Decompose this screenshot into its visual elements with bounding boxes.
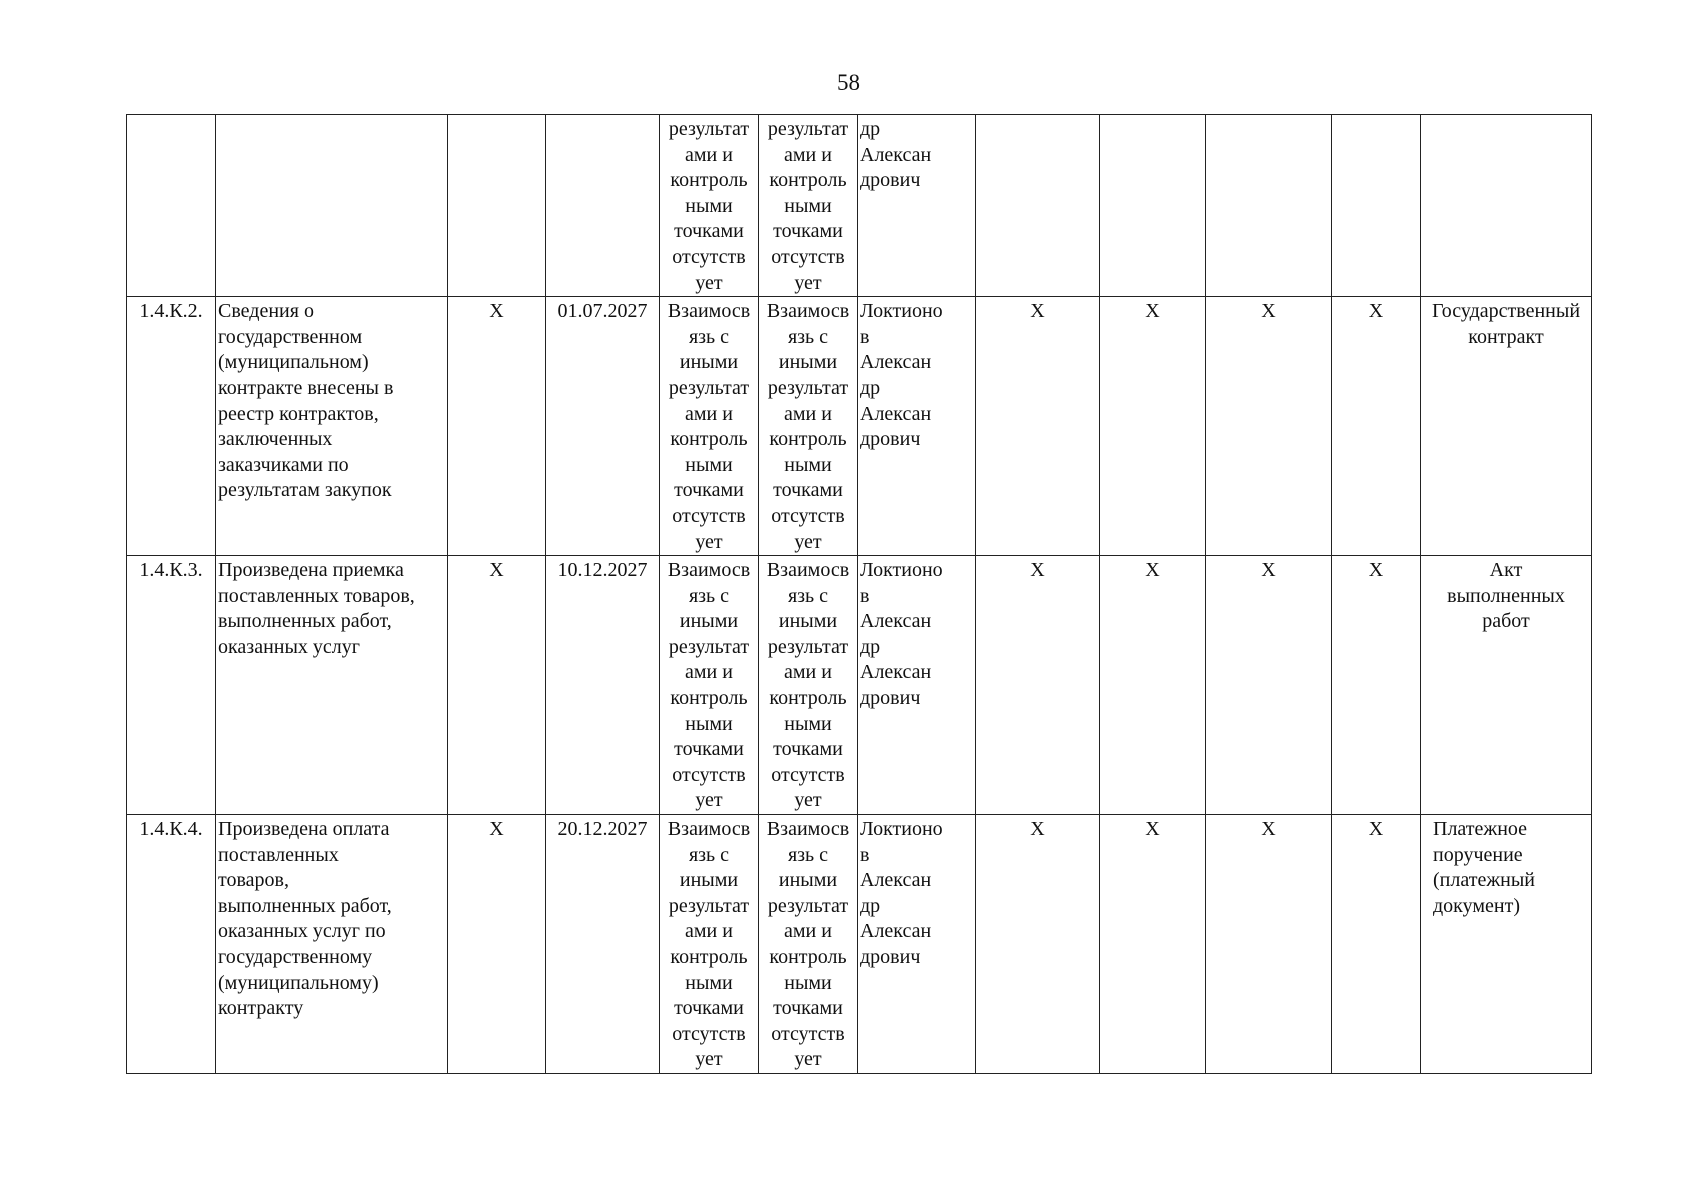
cell-relation-a-line: отсутств [672, 1022, 746, 1045]
cell-relation-b-line: Взаимосв [766, 559, 850, 582]
cell-relation-b-line: язь с [787, 584, 829, 607]
cell-responsible-line: Локтионо [860, 300, 943, 323]
cell-date [546, 115, 660, 297]
cell-event-name-line: государственном [218, 325, 363, 348]
cell-relation-b-line: результат [767, 376, 849, 399]
cell-document-line: Акт [1489, 559, 1523, 582]
cell-relation-a-line: иными [679, 351, 739, 374]
cell-relation-a-line: отсутств [672, 245, 746, 268]
cell-relation-a-line: ует [695, 271, 723, 294]
cell-document-line: работ [1482, 610, 1530, 633]
cell-responsible [858, 815, 976, 1074]
cell-relation-a-line: результат [668, 635, 750, 658]
cell-event-name-line: заключенных [218, 428, 333, 451]
cell-relation-b [759, 815, 858, 1074]
cell-relation-a-line: Взаимосв [667, 818, 751, 841]
cell-date: 01.07.2027 [546, 297, 660, 556]
cell-relation-b-line: ует [794, 530, 822, 553]
cell-x-3: X [1100, 297, 1206, 556]
cell-relation-b-line: язь с [787, 843, 829, 866]
cell-number: 1.4.К.3. [127, 556, 216, 815]
cell-relation-a-line: ными [685, 194, 733, 217]
cell-relation-a-line: Взаимосв [667, 559, 751, 582]
cell-event-name-line: контракту [218, 997, 304, 1020]
cell-responsible-line: Локтионо [860, 818, 943, 841]
cell-number: 1.4.К.2. [127, 297, 216, 556]
cell-responsible [858, 115, 976, 297]
cell-responsible-line: др [860, 376, 881, 399]
cell-responsible-line: в [860, 843, 870, 866]
cell-responsible-line: дрович [860, 428, 921, 451]
cell-relation-b-line: результат [767, 894, 849, 917]
cell-relation-a-line: результат [668, 118, 750, 140]
cell-relation-b-line: отсутств [771, 504, 845, 527]
cell-relation-a-line: иными [679, 869, 739, 892]
cell-responsible-line: др [860, 118, 881, 140]
cell-responsible-line: дрович [860, 687, 921, 710]
cell-relation-b-line: ует [794, 271, 822, 294]
cell-responsible [858, 556, 976, 815]
cell-event-name [216, 115, 448, 297]
cell-event-name-line: (муниципальному) [218, 971, 379, 994]
cell-x-3: X [1100, 556, 1206, 815]
cell-relation-b-line: ными [784, 453, 832, 476]
cell-relation-a [660, 297, 759, 556]
cell-relation-b-line: точками [773, 220, 843, 243]
table-row [127, 556, 1592, 815]
cell-responsible-line: Алексан [860, 920, 932, 943]
cell-x-2: X [976, 297, 1100, 556]
cell-relation-b-line: ами и [784, 661, 832, 684]
cell-relation-b-line: ными [784, 971, 832, 994]
cell-responsible-line: дрович [860, 946, 921, 968]
cell-relation-a-line: ами и [685, 143, 733, 166]
cell-document-line: Государственный [1431, 300, 1581, 323]
cell-event-name-line: поставленных товаров, [218, 584, 415, 607]
cell-x-4 [1206, 115, 1332, 297]
cell-x-5: X [1332, 297, 1421, 556]
cell-relation-b-line: ами и [784, 920, 832, 943]
cell-relation-b-line: иными [778, 351, 838, 374]
cell-event-name-line: Сведения о [218, 300, 314, 323]
cell-event-name-line: заказчиками по [218, 453, 349, 476]
cell-x-1 [448, 115, 546, 297]
cell-relation-a-line: результат [668, 376, 750, 399]
cell-relation-a-line: ными [685, 453, 733, 476]
cell-relation-b-line: точками [773, 738, 843, 761]
cell-event-name-line: (муниципальном) [218, 351, 369, 374]
cell-x-2: X [976, 815, 1100, 1074]
cell-relation-b [759, 556, 858, 815]
cell-relation-a-line: язь с [688, 843, 730, 866]
cell-relation-b-line: ует [794, 789, 822, 812]
table-row [127, 815, 1592, 1074]
cell-relation-b-line: отсутств [771, 1022, 845, 1045]
cell-relation-a-line: ными [685, 712, 733, 735]
cell-relation-a-line: Взаимосв [667, 300, 751, 323]
cell-document [1421, 115, 1592, 297]
cell-number: 1.4.К.4. [127, 815, 216, 1074]
cell-document [1421, 297, 1592, 556]
cell-responsible-line: Локтионо [860, 559, 943, 582]
cell-relation-b-line: иными [778, 610, 838, 633]
cell-responsible-line: дрович [860, 169, 921, 192]
cell-x-2 [976, 115, 1100, 297]
cell-document [1421, 815, 1592, 1074]
table-row [127, 297, 1592, 556]
cell-relation-b-line: ует [794, 1048, 822, 1071]
cell-event-name-line: выполненных работ, [218, 610, 392, 633]
cell-document-line: контракт [1468, 325, 1544, 348]
cell-relation-b-line: контроль [769, 428, 847, 451]
cell-relation-b-line: результат [767, 118, 849, 140]
cell-relation-b-line: ами и [784, 402, 832, 425]
cell-relation-a-line: ами и [685, 661, 733, 684]
cell-responsible-line: др [860, 894, 881, 917]
cell-relation-b-line: ными [784, 194, 832, 217]
cell-x-4: X [1206, 297, 1332, 556]
cell-relation-b-line: ными [784, 712, 832, 735]
cell-x-1: X [448, 297, 546, 556]
cell-responsible-line: Алексан [860, 402, 932, 425]
cell-document-line: выполненных [1447, 584, 1565, 607]
cell-relation-b-line: язь с [787, 325, 829, 348]
cell-relation-a [660, 815, 759, 1074]
cell-relation-a-line: ами и [685, 402, 733, 425]
cell-x-1: X [448, 556, 546, 815]
cell-responsible-line: Алексан [860, 869, 932, 892]
cell-event-name-line: выполненных работ, [218, 894, 392, 917]
cell-date: 20.12.2027 [546, 815, 660, 1074]
cell-relation-a-line: ами и [685, 920, 733, 943]
cell-relation-a-line: ными [685, 971, 733, 994]
cell-document-line: документ) [1433, 894, 1520, 917]
cell-relation-a [660, 556, 759, 815]
cell-x-5: X [1332, 815, 1421, 1074]
cell-responsible [858, 297, 976, 556]
cell-relation-a-line: точками [674, 479, 744, 502]
cell-document [1421, 556, 1592, 815]
cell-event-name-line: контракте внесены в [218, 376, 394, 399]
cell-relation-a-line: точками [674, 220, 744, 243]
cell-relation-b-line: контроль [769, 946, 847, 968]
cell-document-line: Платежное [1433, 818, 1528, 841]
cell-relation-a-line: язь с [688, 325, 730, 348]
cell-number [127, 115, 216, 297]
cell-relation-a-line: контроль [670, 687, 748, 710]
cell-relation-b-line: ами и [784, 143, 832, 166]
cell-relation-a-line: результат [668, 894, 750, 917]
cell-relation-a-line: точками [674, 738, 744, 761]
cell-relation-b-line: контроль [769, 169, 847, 192]
cell-responsible-line: др [860, 635, 881, 658]
cell-relation-b-line: Взаимосв [766, 818, 850, 841]
cell-event-name-line: поставленных [218, 843, 339, 866]
cell-relation-a-line: ует [695, 789, 723, 812]
cell-relation-b-line: результат [767, 635, 849, 658]
cell-relation-b-line: точками [773, 479, 843, 502]
cell-relation-a-line: язь с [688, 584, 730, 607]
cell-relation-b-line: отсутств [771, 245, 845, 268]
cell-responsible-line: Алексан [860, 351, 932, 374]
cell-relation-b [759, 115, 858, 297]
cell-relation-b-line: отсутств [771, 763, 845, 786]
cell-relation-b-line: точками [773, 997, 843, 1020]
cell-relation-a-line: отсутств [672, 504, 746, 527]
control-points-table [126, 114, 1592, 1074]
cell-relation-a-line: контроль [670, 428, 748, 451]
cell-x-2: X [976, 556, 1100, 815]
cell-relation-b-line: контроль [769, 687, 847, 710]
cell-x-4: X [1206, 556, 1332, 815]
cell-relation-a [660, 115, 759, 297]
cell-event-name-line: Произведена оплата [218, 818, 390, 841]
cell-event-name-line: результатам закупок [218, 479, 392, 502]
cell-relation-b-line: иными [778, 869, 838, 892]
cell-relation-b [759, 297, 858, 556]
cell-document-line: (платежный [1433, 869, 1535, 892]
cell-x-5: X [1332, 556, 1421, 815]
cell-event-name-line: государственному [218, 946, 373, 968]
cell-event-name [216, 556, 448, 815]
page-number: 58 [837, 70, 860, 95]
cell-event-name [216, 815, 448, 1074]
cell-relation-a-line: контроль [670, 946, 748, 968]
cell-relation-b-line: Взаимосв [766, 300, 850, 323]
cell-relation-a-line: ует [695, 530, 723, 553]
cell-responsible-line: в [860, 325, 870, 348]
cell-relation-a-line: иными [679, 610, 739, 633]
cell-x-1: X [448, 815, 546, 1074]
cell-document-line: поручение [1433, 843, 1523, 866]
cell-responsible-line: Алексан [860, 661, 932, 684]
cell-x-5 [1332, 115, 1421, 297]
cell-date: 10.12.2027 [546, 556, 660, 815]
cell-responsible-line: Алексан [860, 610, 932, 633]
cell-x-4: X [1206, 815, 1332, 1074]
table-body [127, 115, 1592, 1074]
cell-event-name-line: оказанных услуг по [218, 920, 386, 943]
cell-relation-a-line: отсутств [672, 763, 746, 786]
cell-event-name-line: реестр контрактов, [218, 402, 379, 425]
table-row [127, 115, 1592, 297]
cell-relation-a-line: точками [674, 997, 744, 1020]
cell-relation-a-line: контроль [670, 169, 748, 192]
cell-relation-a-line: ует [695, 1048, 723, 1071]
cell-event-name-line: оказанных услуг [218, 635, 360, 658]
cell-event-name [216, 297, 448, 556]
cell-responsible-line: Алексан [860, 143, 932, 166]
cell-x-3 [1100, 115, 1206, 297]
cell-event-name-line: товаров, [218, 869, 289, 892]
cell-event-name-line: Произведена приемка [218, 559, 404, 582]
cell-x-3: X [1100, 815, 1206, 1074]
cell-responsible-line: в [860, 584, 870, 607]
